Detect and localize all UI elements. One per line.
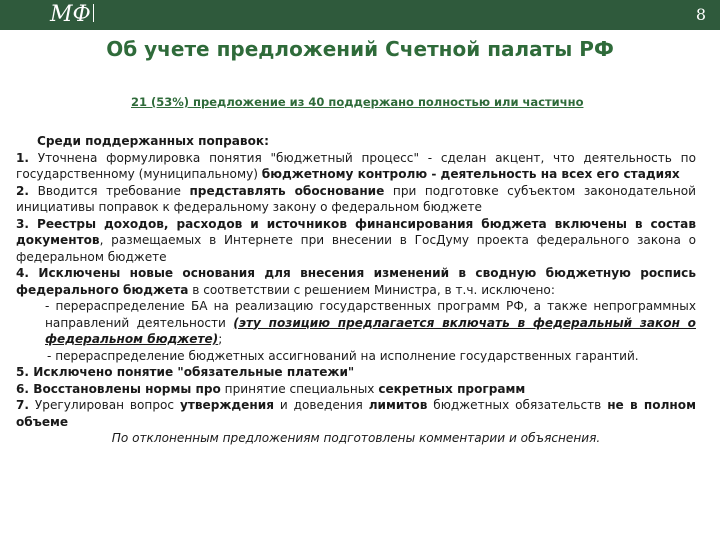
item-5 bbox=[16, 364, 696, 381]
item-2 bbox=[16, 183, 696, 216]
item-1-text: Уточнена формулировка понятия "бюджетный процесс" - сделан акцент, что деятельность по государственному (муниципальному) bbox=[16, 150, 696, 181]
item-7-bold-c: не в полном объеме bbox=[16, 398, 696, 429]
page-title: Об учете предложений Счетной палаты РФ bbox=[106, 37, 614, 61]
page-number: 8 bbox=[695, 5, 706, 24]
lead-text: Среди поддержанных поправок: bbox=[37, 134, 269, 148]
item-7-text-a: Урегулирован вопрос bbox=[29, 398, 180, 412]
item-7-bold-b: лимитов bbox=[368, 398, 428, 412]
logo-text: МФ bbox=[50, 2, 91, 27]
item-6-bold-b: секретных программ bbox=[378, 381, 526, 396]
item-7-number: 7. bbox=[16, 398, 30, 412]
footer-note: По отклоненным предложениям подготовлены комментарии и объяснения. bbox=[111, 431, 601, 445]
sub-item-1-text: - перераспределение БА на реализацию государственных программ РФ, а также непрограммных направлений деятельности bbox=[45, 299, 696, 330]
item-2-number: 2. bbox=[16, 183, 30, 198]
item-2-text-b: при подготовке субъектом законодательной инициативы поправок к федеральному закону о федеральном бюджете bbox=[16, 183, 696, 214]
item-4-text: в соответствии с решением Министра, в т.ч. исключено: bbox=[188, 282, 555, 297]
item-2-text-a: Вводится требование bbox=[29, 183, 190, 198]
item-7-text-c: бюджетных обязательств bbox=[427, 398, 608, 412]
content-body bbox=[16, 133, 696, 447]
item-5-bold: Исключено понятие "обязательные платежи" bbox=[29, 365, 355, 379]
item-5-number: 5. bbox=[16, 365, 30, 379]
item-6-bold-a: Восстановлены нормы про bbox=[29, 381, 221, 396]
item-6-number: 6. bbox=[16, 381, 30, 396]
item-2-bold: представлять обоснование bbox=[189, 183, 385, 198]
item-7-bold-a: утверждения bbox=[179, 398, 274, 412]
item-3-number: 3. bbox=[16, 216, 30, 231]
item-7 bbox=[16, 397, 696, 430]
sub-item-1-end: ; bbox=[218, 332, 223, 346]
item-3-text: , размещаемых в Интернете при внесении в ГосДуму проекта федерального закона о федеральном бюджете bbox=[16, 233, 696, 264]
item-4-number: 4. bbox=[16, 266, 30, 280]
item-6-text: принятие специальных bbox=[220, 381, 379, 396]
ministry-logo bbox=[50, 1, 94, 29]
item-3 bbox=[16, 216, 696, 266]
item-7-text-b: и доведения bbox=[273, 398, 369, 412]
item-4 bbox=[16, 265, 696, 298]
top-banner bbox=[0, 0, 720, 30]
sub-item-2-text: - перераспределение бюджетных ассигнований на исполнение государственных гарантий. bbox=[47, 348, 639, 363]
item-4-bold: Исключены новые основания для внесения изменений в сводную бюджетную роспись федерального бюджета bbox=[16, 266, 696, 297]
logo-bar bbox=[93, 4, 94, 22]
page-subtitle: 21 (53%) предложение из 40 поддержано полностью или частично bbox=[131, 95, 584, 109]
item-1 bbox=[16, 150, 696, 183]
sub-item-1 bbox=[16, 298, 696, 348]
item-1-number: 1. bbox=[16, 150, 30, 165]
item-6 bbox=[16, 381, 696, 398]
sub-item-1-note: (эту позицию предлагается включать в федеральный закон о федеральном бюджете) bbox=[45, 315, 696, 346]
item-3-bold: Реестры доходов, расходов и источников финансирования бюджета включены в состав документов bbox=[16, 216, 696, 247]
item-1-bold: бюджетному контролю - деятельность на всех его стадиях bbox=[261, 167, 680, 181]
sub-item-2 bbox=[16, 348, 696, 365]
